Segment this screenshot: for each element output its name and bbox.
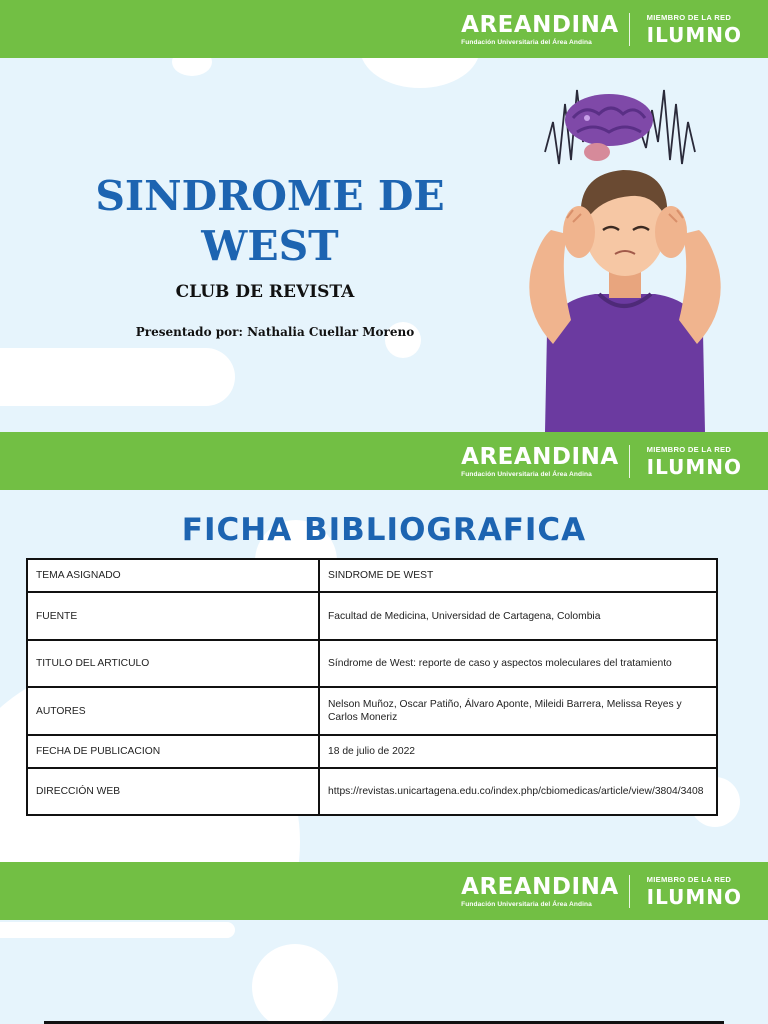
row-label: TITULO DEL ARTICULO [27, 640, 319, 687]
table-row [27, 687, 717, 735]
row-label: AUTORES [27, 687, 319, 735]
header-band [0, 432, 768, 490]
brand-name: AREANDINA [461, 11, 619, 38]
network-name: ILUMNO [646, 454, 742, 479]
row-label: DIRECCIÓN WEB [27, 768, 319, 815]
row-label: FECHA DE PUBLICACION [27, 735, 319, 768]
brand-tagline: Fundación Universitaria del Área Andina [461, 38, 592, 46]
ficha-table [26, 558, 718, 816]
cover-title: SINDROME DE WEST [95, 172, 445, 270]
decor-bubble [252, 944, 338, 1024]
row-value: Facultad de Medicina, Universidad de Cartagena, Colombia [319, 592, 717, 640]
network-name: ILUMNO [646, 884, 742, 909]
network-name: ILUMNO [646, 22, 742, 47]
network-label: MIEMBRO DE LA RED [646, 874, 732, 884]
brand-name: AREANDINA [461, 443, 619, 470]
decor-pill [0, 922, 235, 938]
row-label: TEMA ASIGNADO [27, 559, 319, 592]
table-row [27, 592, 717, 640]
header-band [0, 0, 768, 58]
table-row [27, 768, 717, 815]
table-row [27, 735, 717, 768]
person-covering-ears-icon [505, 82, 740, 432]
brand-tagline: Fundación Universitaria del Área Andina [461, 900, 592, 908]
network-label: MIEMBRO DE LA RED [646, 444, 732, 454]
brand-logo [461, 432, 742, 490]
cover-slide [0, 0, 768, 432]
next-slide [0, 862, 768, 1024]
brand-name: AREANDINA [461, 873, 619, 900]
header-band [0, 862, 768, 920]
brand-tagline: Fundación Universitaria del Área Andina [461, 470, 592, 478]
ficha-title: FICHA BIBLIOGRAFICA [181, 512, 587, 548]
row-label: FUENTE [27, 592, 319, 640]
brand-logo [461, 862, 742, 920]
table-row [27, 640, 717, 687]
row-value: SINDROME DE WEST [319, 559, 717, 592]
decor-pill [0, 348, 235, 406]
network-label: MIEMBRO DE LA RED [646, 12, 732, 22]
row-value[interactable]: https://revistas.unicartagena.edu.co/index.php/cbiomedicas/article/view/3804/3408 [319, 768, 717, 815]
brand-logo [461, 0, 742, 58]
row-value: Síndrome de West: reporte de caso y aspectos moleculares del tratamiento [319, 640, 717, 687]
presenter-line: Presentado por: Nathalia Cuellar Moreno [135, 325, 415, 339]
row-value: 18 de julio de 2022 [319, 735, 717, 768]
table-row [27, 559, 717, 592]
row-value: Nelson Muñoz, Oscar Patiño, Álvaro Aponte, Mileidi Barrera, Melissa Reyes y Carlos Moneriz [319, 687, 717, 735]
cover-subtitle: CLUB DE REVISTA [175, 282, 355, 302]
